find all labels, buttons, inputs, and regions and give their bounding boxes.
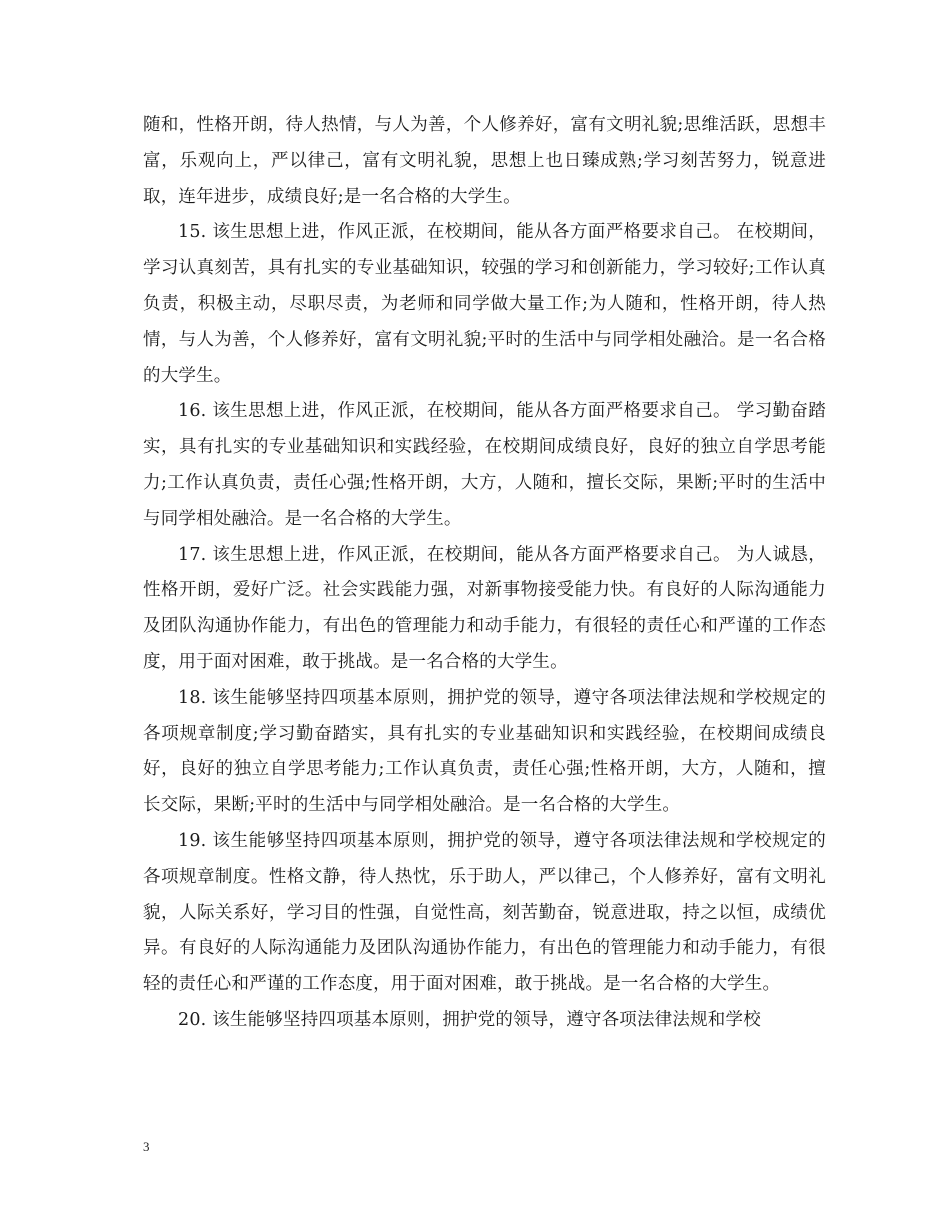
document-body — [143, 108, 826, 1039]
paragraph-item-19: 19. 该生能够坚持四项基本原则，拥护党的领导，遵守各项法律法规和学校规定的各项规章制度。性格文静，待人热忱，乐于助人，严以律己，个人修养好，富有文明礼貌，人际关系好，学习目的性强，自觉性高，刻苦勤奋，锐意进取，持之以恒，成绩优异。有良好的人际沟通能力及团队沟通协作能力，有出色的管理能力和动手能力，有很轻的责任心和严谨的工作态度，用于面对困难，敢于挑战。是一名合格的大学生。 — [143, 830, 826, 995]
paragraph-item-16: 16. 该生思想上进，作风正派，在校期间，能从各方面严格要求自己。 学习勤奋踏实，具有扎实的专业基础知识和实践经验，在校期间成绩良好，良好的独立自学思考能力;工作认真负责，责任心强;性格开朗，大方，人随和，擅长交际，果断;平时的生活中与同学相处融洽。是一名合格的大学生。 — [143, 401, 826, 529]
page-number: 3 — [143, 1139, 150, 1154]
paragraph-continuation: 随和，性格开朗，待人热情，与人为善，个人修养好，富有文明礼貌;思维活跃，思想丰富，乐观向上，严以律己，富有文明礼貌，思想上也日臻成熟;学习刻苦努力，锐意进取，连年进步，成绩良好;是一名合格的大学生。 — [143, 115, 826, 207]
paragraph-item-15: 15. 该生思想上进，作风正派，在校期间，能从各方面严格要求自己。 在校期间，学习认真刻苦，具有扎实的专业基础知识，较强的学习和创新能力，学习较好;工作认真负责，积极主动，尽职尽责，为老师和同学做大量工作;为人随和，性格开朗，待人热情，与人为善，个人修养好，富有文明礼貌;平时的生活中与同学相处融洽。是一名合格的大学生。 — [143, 222, 826, 386]
paragraph-item-18: 18. 该生能够坚持四项基本原则，拥护党的领导，遵守各项法律法规和学校规定的各项规章制度;学习勤奋踏实，具有扎实的专业基础知识和实践经验，在校期间成绩良好，良好的独立自学思考能力;工作认真负责，责任心强;性格开朗，大方，人随和，擅长交际，果断;平时的生活中与同学相处融洽。是一名合格的大学生。 — [143, 687, 826, 816]
paragraph-item-17: 17. 该生思想上进，作风正派，在校期间，能从各方面严格要求自己。 为人诚恳，性格开朗，爱好广泛。社会实践能力强，对新事物接受能力快。有良好的人际沟通能力及团队沟通协作能力，有出色的管理能力和动手能力，有很轻的责任心和严谨的工作态度，用于面对困难，敢于挑战。是一名合格的大学生。 — [143, 544, 826, 672]
paragraph-item-20: 20. 该生能够坚持四项基本原则，拥护党的领导，遵守各项法律法规和学校 — [178, 1009, 761, 1030]
